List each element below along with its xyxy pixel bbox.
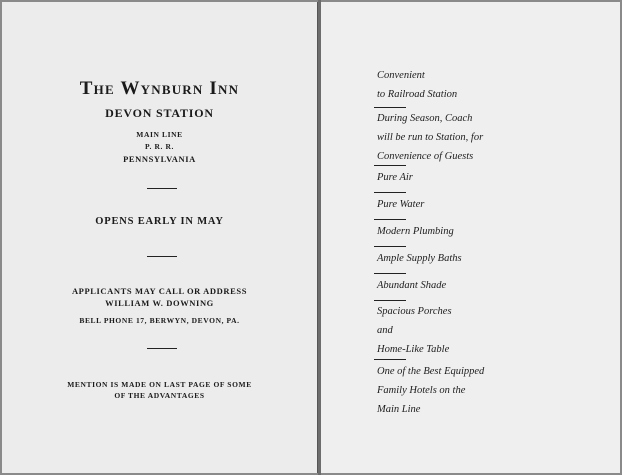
applicants-line: APPLICANTS MAY CALL OR ADDRESS	[71, 286, 248, 296]
advantage-line: will be run to Station, for	[377, 132, 484, 143]
mention-line-1: MENTION IS MADE ON LAST PAGE OF SOME	[67, 380, 252, 389]
advantage-line: Modern Plumbing	[377, 226, 454, 237]
divider-rule	[147, 348, 177, 349]
advantage-line: Spacious Porches	[377, 306, 452, 317]
advantage-line: Ample Supply Baths	[377, 253, 462, 264]
opening-notice: OPENS EARLY IN MAY	[95, 216, 224, 227]
inn-title: The Wynburn Inn	[79, 78, 240, 99]
contact-name: WILLIAM W. DOWNING	[105, 298, 214, 308]
item-separator	[374, 192, 406, 193]
advantage-line: and	[377, 325, 393, 336]
left-page	[2, 2, 318, 473]
item-separator	[374, 246, 406, 247]
main-line-label: MAIN LINE	[136, 130, 183, 139]
advantage-line: Pure Air	[377, 172, 413, 183]
right-page	[321, 2, 620, 473]
advantage-line: During Season, Coach	[377, 113, 473, 124]
advantage-line: Main Line	[377, 404, 421, 415]
item-separator	[374, 165, 406, 166]
divider-rule	[147, 188, 177, 189]
item-separator	[374, 273, 406, 274]
advantage-line: Convenience of Guests	[377, 151, 474, 162]
advantage-item	[377, 302, 452, 359]
advantage-line: One of the Best Equipped	[377, 366, 485, 377]
advantage-line: Convenient	[377, 70, 425, 81]
item-separator	[374, 300, 406, 301]
advantage-item	[377, 195, 424, 214]
advantage-item	[377, 109, 483, 166]
advantage-line: Abundant Shade	[377, 280, 447, 291]
railroad-label: P. R. R.	[145, 142, 174, 151]
item-separator	[374, 219, 406, 220]
phone-line: BELL PHONE 17, BERWYN, DEVON, PA.	[79, 316, 240, 325]
mention-line-2: OF THE ADVANTAGES	[114, 391, 205, 400]
advantage-line: Pure Water	[377, 199, 425, 210]
divider-rule	[147, 256, 177, 257]
advantage-line: to Railroad Station	[377, 89, 458, 100]
advantage-line: Family Hotels on the	[377, 385, 466, 396]
item-separator	[374, 107, 406, 108]
advantage-item	[377, 276, 446, 295]
advantage-line: Home-Like Table	[377, 344, 450, 355]
advantage-item	[377, 249, 462, 268]
item-separator	[374, 359, 406, 360]
state-label: PENNSYLVANIA	[123, 154, 196, 164]
station-name: DEVON STATION	[105, 106, 214, 120]
advantage-item	[377, 168, 413, 187]
advantage-item	[377, 222, 454, 241]
advantage-item	[377, 66, 457, 104]
advantage-item	[377, 362, 484, 419]
